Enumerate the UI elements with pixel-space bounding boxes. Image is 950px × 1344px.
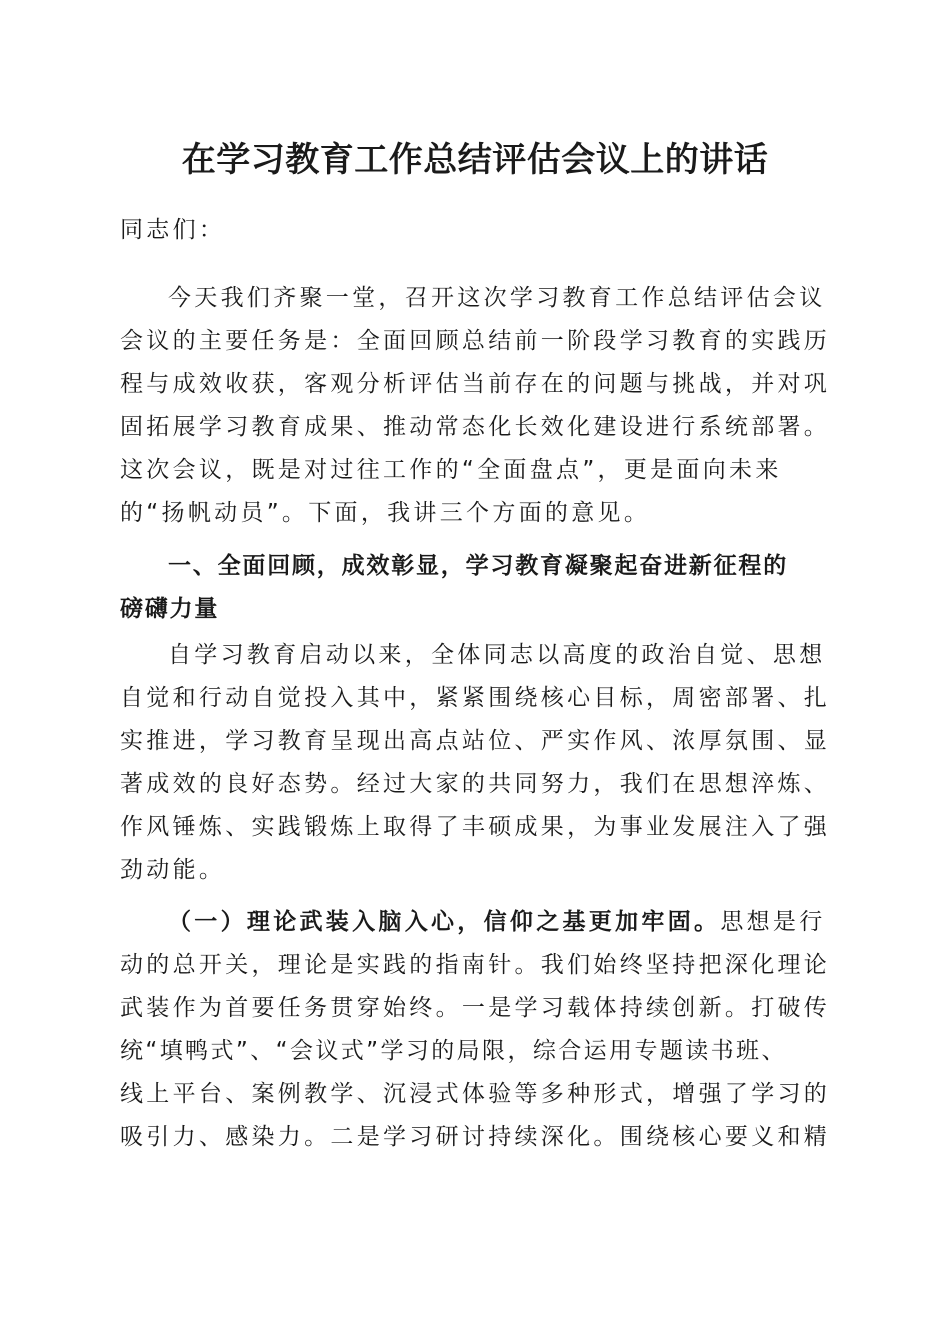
paragraph-2-line-6: 劲动能。	[120, 857, 226, 883]
paragraph-3-line-2: 动的总开关，理论是实践的指南针。我们始终坚持把深化理论	[120, 952, 831, 978]
paragraph-2-line-2: 自觉和行动自觉投入其中，紧紧围绕核心目标，周密部署、扎	[120, 685, 831, 711]
paragraph-1-line-4: 固拓展学习教育成果、推动常态化长效化建设进行系统部署。	[120, 414, 831, 440]
paragraph-1-line-3: 程与成效收获，客观分析评估当前存在的问题与挑战，并对巩	[120, 371, 831, 397]
paragraph-3-line-4: 统“填鸭式”、“会议式”学习的局限，综合运用专题读书班、	[120, 1038, 787, 1064]
paragraph-2-line-4: 著成效的良好态势。经过大家的共同努力，我们在思想淬炼、	[120, 771, 831, 797]
section-heading-1-line-1: 一、全面回顾，成效彰显，学习教育凝聚起奋进新征程的	[168, 553, 788, 579]
salutation: 同志们：	[120, 217, 226, 243]
paragraph-3-line-3: 武装作为首要任务贯穿始终。一是学习载体持续创新。打破传	[120, 995, 831, 1021]
paragraph-1-line-2: 会议的主要任务是：全面回顾总结前一阶段学习教育的实践历	[120, 328, 831, 354]
paragraph-3-line-5: 线上平台、案例教学、沉浸式体验等多种形式，增强了学习的	[120, 1081, 831, 1107]
subsection-heading-1: （一）理论武装入脑入心，信仰之基更加牢固。	[168, 909, 721, 935]
document-title: 在学习教育工作总结评估会议上的讲话	[181, 140, 769, 180]
paragraph-2-line-5: 作风锤炼、实践锻炼上取得了丰硕成果，为事业发展注入了强	[120, 814, 831, 840]
paragraph-1-line-1: 今天我们齐聚一堂，召开这次学习教育工作总结评估会议	[168, 285, 826, 311]
paragraph-1-line-6: 的“扬帆动员”。下面，我讲三个方面的意见。	[120, 500, 651, 526]
paragraph-3-line-1-rest: 思想是行	[720, 909, 826, 935]
paragraph-2-line-3: 实推进，学习教育呈现出高点站位、严实作风、浓厚氛围、显	[120, 728, 831, 754]
section-heading-1-line-2: 磅礴力量	[120, 596, 220, 622]
paragraph-1-line-5: 这次会议，既是对过往工作的“全面盘点”，更是面向未来	[120, 457, 782, 483]
paragraph-3-line-6: 吸引力、感染力。二是学习研讨持续深化。围绕核心要义和精	[120, 1124, 831, 1150]
paragraph-2-line-1: 自学习教育启动以来，全体同志以高度的政治自觉、思想	[168, 642, 826, 668]
paragraph-3-line-1	[168, 902, 880, 942]
